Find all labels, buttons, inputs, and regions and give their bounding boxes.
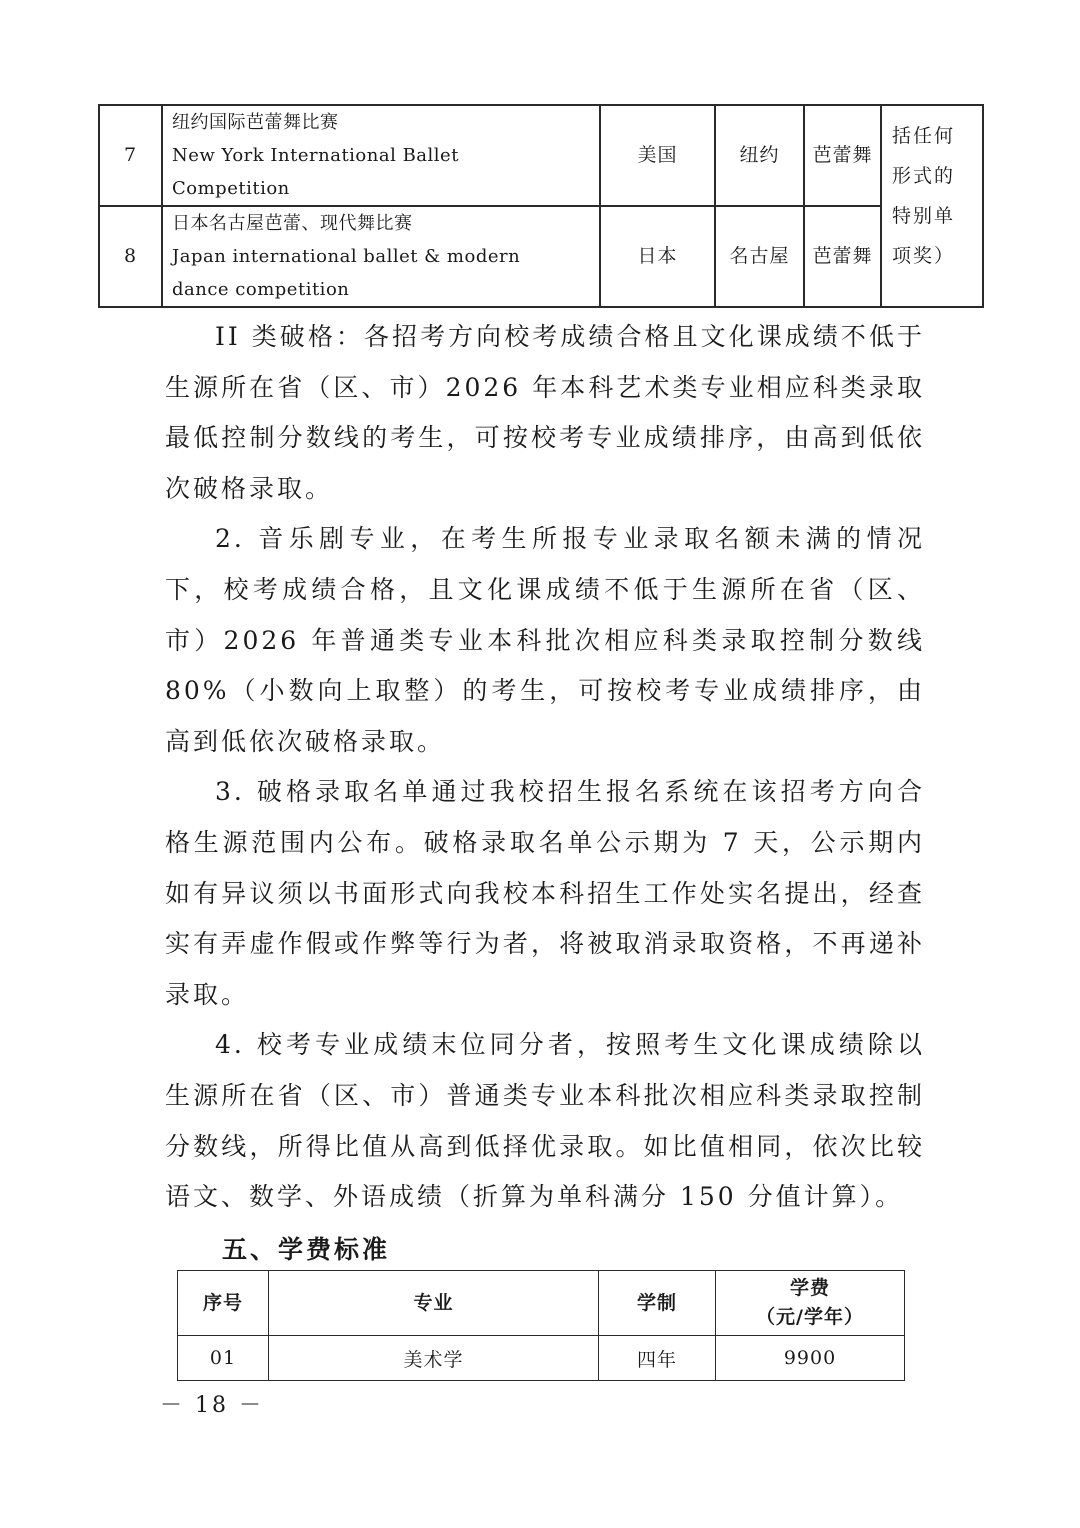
table-header-row [178, 1271, 905, 1336]
competition-table [98, 104, 984, 308]
country-cell: 美国 [600, 105, 715, 206]
row-number: 8 [99, 206, 162, 307]
fee-row-no: 01 [178, 1336, 269, 1381]
note-line: 项奖） [892, 245, 956, 267]
tuition-table [177, 1270, 905, 1381]
note-line: 形式的 [892, 165, 956, 187]
section-heading: 五、学费标准 [222, 1235, 391, 1264]
name-line-en: Japan international ballet & modern [172, 246, 521, 267]
name-line-en: dance competition [172, 279, 350, 300]
name-line-en: Competition [172, 178, 290, 199]
city-cell: 名古屋 [715, 206, 804, 307]
paragraph-tie-break: 4. 校考专业成绩末位同分者，按照考生文化课成绩除以生源所在省（区、市）普通类专业本科批次相应科类录取控制分数线，所得比值从高到低择优录取。如比值相同，依次比较语文、数学、外语成绩（折算为单科满分 150 分值计算）。 [165, 1030, 925, 1212]
paragraph-publication: 3. 破格录取名单通过我校招生报名系统在该招考方向合格生源范围内公布。破格录取名单公示期为 7 天，公示期内如有异议须以书面形式向我校本科招生工作处实名提出，经查实有弄虚作假或作弊等行为者，将被取消录取资格，不再递补录取。 [165, 777, 925, 1009]
name-line-cn: 日本名古屋芭蕾、现代舞比赛 [172, 213, 413, 234]
award-note-cell [881, 105, 983, 307]
competition-name [162, 105, 600, 206]
country-cell: 日本 [600, 206, 715, 307]
fee-row-major: 美术学 [269, 1336, 599, 1381]
fee-row-duration: 四年 [599, 1336, 716, 1381]
header-fee [716, 1271, 905, 1336]
paragraph-class-ii-exception: II 类破格：各招考方向校考成绩合格且文化课成绩不低于生源所在省（区、市）2026 年本科艺术类专业相应科类录取最低控制分数线的考生，可按校考专业成绩排序，由高到低依次破格录取。 [165, 322, 925, 503]
page-number: － 18 － [160, 1393, 264, 1418]
fee-row-fee: 9900 [716, 1336, 905, 1381]
body-text [165, 312, 925, 1223]
header-no: 序号 [178, 1271, 269, 1336]
header-fee-unit: （元/学年） [756, 1306, 864, 1328]
competition-name [162, 206, 600, 307]
name-line-cn: 纽约国际芭蕾舞比赛 [172, 112, 339, 133]
row-number: 7 [99, 105, 162, 206]
note-line: 括任何 [892, 125, 956, 147]
table-row [99, 206, 983, 307]
city-cell: 纽约 [715, 105, 804, 206]
category-cell: 芭蕾舞 [804, 206, 881, 307]
category-cell: 芭蕾舞 [804, 105, 881, 206]
table-row [178, 1336, 905, 1381]
note-line: 特别单 [892, 205, 956, 227]
header-duration: 学制 [599, 1271, 716, 1336]
table-row [99, 105, 983, 206]
header-major: 专业 [269, 1271, 599, 1336]
paragraph-musical-theatre: 2. 音乐剧专业，在考生所报专业录取名额未满的情况下，校考成绩合格，且文化课成绩不低于生源所在省（区、市）2026 年普通类专业本科批次相应科类录取控制分数线 80%（小数向上取整）的考生，可按校考专业成绩排序，由高到低依次破格录取。 [165, 524, 925, 756]
header-fee-line: 学费 [789, 1277, 830, 1299]
name-line-en: New York International Ballet [172, 145, 459, 166]
